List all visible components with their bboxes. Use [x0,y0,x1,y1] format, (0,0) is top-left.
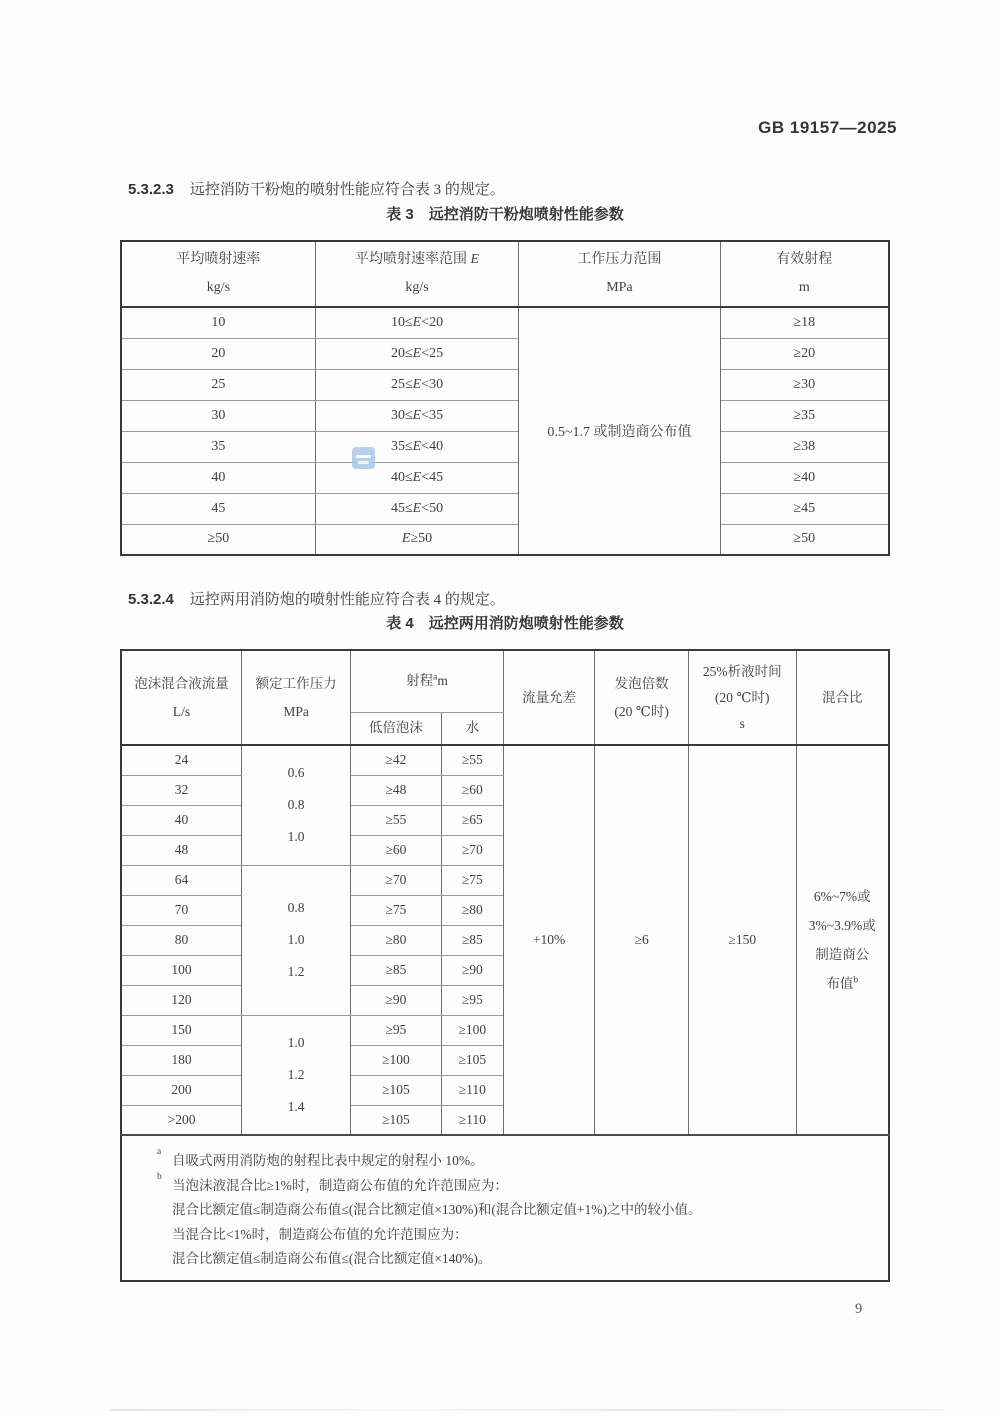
t3-rate: 20 [121,338,315,369]
standard-code: GB 19157—2025 [758,118,897,137]
t4-flow: 180 [121,1045,242,1075]
t4-range-water: ≥60 [441,775,503,805]
t3-range: 35≤E<40 [315,431,519,462]
t3-range: E≥50 [315,524,519,555]
footnote-a: a 自吸式两用消防炮的射程比表中规定的射程小 10%。 [157,1147,484,1168]
t4-range-foam: ≥55 [351,805,442,835]
t4-subheader-water: 水 [441,712,503,745]
t3-rate: ≥50 [121,524,315,555]
t4-flow: 80 [121,925,242,955]
t4-header-foam-ratio: 发泡倍数 (20 ℃时) [595,650,689,745]
t4-flow: 32 [121,775,242,805]
t3-range: 20≤E<25 [315,338,519,369]
t4-header-tolerance: 流量允差 [503,650,594,745]
t4-flow: 64 [121,865,242,895]
footnote-b-cont: 当混合比<1%时，制造商公布值的允许范围应为： [172,1226,468,1242]
t4-range-foam: ≥70 [351,865,442,895]
t4-header-flow: 泡沫混合液流量 L/s [121,650,242,745]
t3-rate: 40 [121,462,315,493]
table-row [121,462,889,493]
section-text: 远控两用消防炮的喷射性能应符合表 4 的规定。 [189,592,505,608]
t4-range-water: ≥80 [441,895,503,925]
footnote-row [121,1135,889,1281]
watermark-glyph [356,455,371,458]
t4-range-foam: ≥80 [351,925,442,955]
t4-flow: 24 [121,745,242,775]
t4-range-foam: ≥42 [351,745,442,775]
footnote-b-cont: 混合比额定值≤制造商公布值≤(混合比额定值×130%)和(混合比额定值+1%)之中的较小值。 [172,1202,702,1217]
t4-range-foam: ≥95 [351,1015,442,1045]
t4-header-mix-ratio: 混合比 [796,650,889,745]
t4-range-water: ≥90 [441,955,503,985]
t4-range-water: ≥95 [441,985,503,1015]
t4-range-foam: ≥48 [351,775,442,805]
t4-range-water: ≥110 [441,1105,503,1135]
t4-header-pressure: 额定工作压力 MPa [242,650,351,745]
t4-flow: 48 [121,835,242,865]
t4-range-water: ≥65 [441,805,503,835]
t3-distance: ≥50 [720,524,889,555]
scan-edge-artifact [110,1409,945,1411]
table-row [121,493,889,524]
t4-flow: 150 [121,1015,242,1045]
table-row [121,369,889,400]
t3-header-rate: 平均喷射速率 kg/s [121,241,315,307]
t4-subheader-low-foam: 低倍泡沫 [351,712,442,745]
table-row [121,524,889,555]
t3-range: 40≤E<45 [315,462,519,493]
t4-flow: 120 [121,985,242,1015]
t4-range-foam: ≥105 [351,1075,442,1105]
t4-range-foam: ≥75 [351,895,442,925]
t3-rate: 45 [121,493,315,524]
t3-distance: ≥45 [720,493,889,524]
t4-flow: 70 [121,895,242,925]
table4-caption: 表 4 远控两用消防炮喷射性能参数 [386,615,624,632]
t3-range: 45≤E<50 [315,493,519,524]
t4-tolerance-merged: +10% [503,745,594,1135]
t4-range-water: ≥85 [441,925,503,955]
t3-header-range: 平均喷射速率范围 E kg/s [315,241,519,307]
table-row [121,745,889,775]
watermark-glyph [358,461,369,464]
t4-header-range: 射程$^a$m [351,650,504,712]
t4-range-water: ≥105 [441,1045,503,1075]
t4-range-foam: ≥105 [351,1105,442,1135]
t3-distance: ≥30 [720,369,889,400]
t3-range: 10≤E<20 [315,307,519,338]
t3-header-pressure: 工作压力范围 MPa [519,241,720,307]
t3-range: 25≤E<30 [315,369,519,400]
section-number: 5.3.2.3 [128,181,174,198]
t4-range-water: ≥75 [441,865,503,895]
table3-dry-powder-monitor [120,240,890,556]
t4-foam-number-merged: ≥6 [595,745,689,1135]
t4-range-water: ≥70 [441,835,503,865]
t3-pressure-merged: 0.5~1.7 或制造商公布值 [519,307,720,555]
table4-footnotes [121,1135,889,1281]
t3-header-distance: 有效射程 m [720,241,889,307]
t3-rate: 35 [121,431,315,462]
t3-distance: ≥40 [720,462,889,493]
footnote-b: b 当泡沫液混合比≥1%时，制造商公布值的允许范围应为： [157,1171,508,1193]
t3-rate: 10 [121,307,315,338]
t3-distance: ≥20 [720,338,889,369]
t4-pressure-group1: 0.6 0.8 1.0 [242,745,351,865]
t4-flow: 200 [121,1075,242,1105]
table-row [121,431,889,462]
t3-range: 30≤E<35 [315,400,519,431]
t3-distance: ≥18 [720,307,889,338]
section-text: 远控消防干粉炮的喷射性能应符合表 3 的规定。 [189,182,505,198]
t4-range-water: ≥100 [441,1015,503,1045]
t4-flow: 100 [121,955,242,985]
t3-rate: 30 [121,400,315,431]
table4-dual-purpose-monitor [120,649,890,1282]
t4-range-foam: ≥100 [351,1045,442,1075]
footnote-b-cont: 混合比额定值≤制造商公布值≤(混合比额定值×140%)。 [172,1251,492,1266]
t4-mix-ratio-merged: 6%~7%或 3%~3.9%或 制造商公 布值$^b$ [796,745,889,1135]
table-row [121,338,889,369]
t3-rate: 25 [121,369,315,400]
t4-flow: >200 [121,1105,242,1135]
table3-caption: 表 3 远控消防干粉炮喷射性能参数 [386,206,624,223]
table-row [121,307,889,338]
t4-pressure-group2: 0.8 1.0 1.2 [242,865,351,1015]
blue-logo-watermark-icon [352,447,375,469]
t4-flow: 40 [121,805,242,835]
page-number: 9 [855,1301,863,1317]
section-number: 5.3.2.4 [128,591,174,608]
t4-header-drain-time: 25%析液时间 (20 ℃时) s [689,650,797,745]
t4-range-water: ≥55 [441,745,503,775]
t4-range-foam: ≥60 [351,835,442,865]
table-row [121,400,889,431]
t4-range-foam: ≥85 [351,955,442,985]
t4-pressure-group3: 1.0 1.2 1.4 [242,1015,351,1135]
t4-range-water: ≥110 [441,1075,503,1105]
t4-range-foam: ≥90 [351,985,442,1015]
t3-distance: ≥35 [720,400,889,431]
t3-distance: ≥38 [720,431,889,462]
t4-drain-time-merged: ≥150 [689,745,797,1135]
